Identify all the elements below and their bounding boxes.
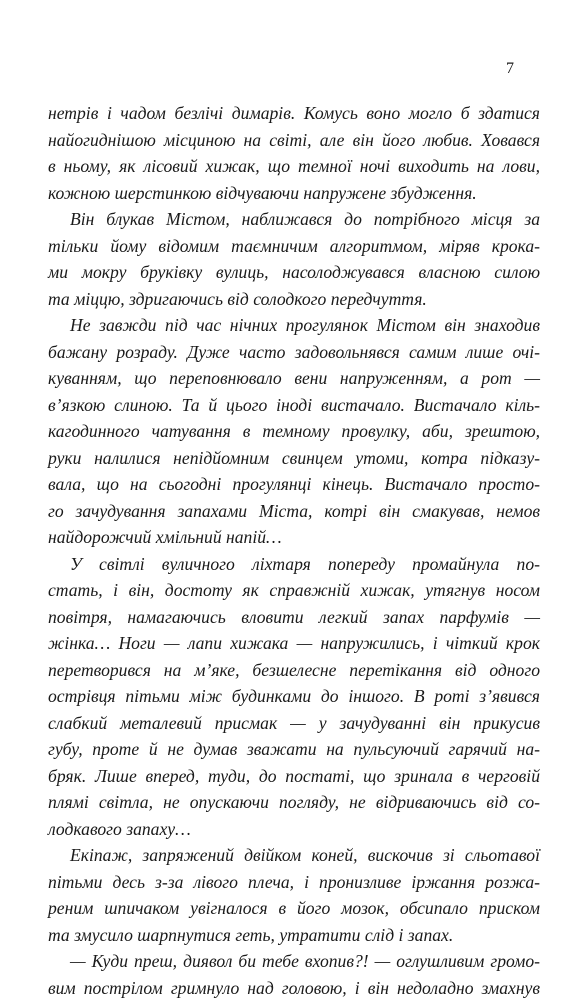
text-line: перетворився на м’яке, безшелесне перетікання від одного bbox=[48, 657, 540, 684]
text-line: вала, що на сьогодні прогулянці кінець. Вистачало просто- bbox=[48, 471, 540, 498]
text-line: вим пострілом гримнуло над головою, і він недоладно змахнув bbox=[48, 975, 540, 1001]
text-line: та змусило шарпнутися геть, утратити слід і запах. bbox=[48, 922, 540, 949]
page-number: 7 bbox=[506, 60, 514, 78]
text-line: пітьми десь з-за лівого плеча, і пронизливе іржання розжа- bbox=[48, 869, 540, 896]
text-line: стать, і він, достоту як справжній хижак, утягнув носом bbox=[48, 577, 540, 604]
paragraph bbox=[48, 948, 540, 1001]
text-line: слабкий металевий присмак — у зачудуванні він прикусив bbox=[48, 710, 540, 737]
text-line: повітря, намагаючись вловити легкий запах парфумів — bbox=[48, 604, 540, 631]
text-line: руки налилися непідйомним свинцем утоми, котра підказу- bbox=[48, 445, 540, 472]
text-line: го зачудування запахами Міста, котрі він смакував, немов bbox=[48, 498, 540, 525]
text-line: бажану розраду. Дуже часто задовольнявся самим лише очі- bbox=[48, 339, 540, 366]
text-line: бряк. Лише вперед, туди, до постаті, що зринала в черговій bbox=[48, 763, 540, 790]
paragraph bbox=[48, 206, 540, 312]
text-line: плямі світла, не опускаючи погляду, не відриваючись від со- bbox=[48, 789, 540, 816]
text-line: кагодинного чатування в темному провулку, аби, зрештою, bbox=[48, 418, 540, 445]
text-line: та міццю, здригаючись від солодкого передчуття. bbox=[48, 286, 540, 313]
text-line: тільки йому відомим таємничим алгоритмом, міряв крока- bbox=[48, 233, 540, 260]
text-line: Він блукав Містом, наближався до потрібного місця за bbox=[48, 206, 540, 233]
text-line: найогиднішою місциною на світі, але він його любив. Ховався bbox=[48, 127, 540, 154]
text-line: — Куди преш, диявол би тебе вхопив?! — оглушливим громо- bbox=[48, 948, 540, 975]
text-line: реним шпичаком увігналося в його мозок, обсипало приском bbox=[48, 895, 540, 922]
text-line: куванням, що переповнювало вени напруженням, а рот — bbox=[48, 365, 540, 392]
paragraph bbox=[48, 842, 540, 948]
text-line: жінка… Ноги — лапи хижака — напружились, і чіткий крок bbox=[48, 630, 540, 657]
text-line: нетрів і чадом безлічі димарів. Комусь воно могло б здатися bbox=[48, 100, 540, 127]
text-line: Екіпаж, запряжений двійком коней, вискочив зі сльотавої bbox=[48, 842, 540, 869]
paragraph bbox=[48, 312, 540, 551]
text-line: кожною шерстинкою відчуваючи напружене збудження. bbox=[48, 180, 540, 207]
text-line: лодкавого запаху… bbox=[48, 816, 540, 843]
text-line: найдорожчий хмільний напій… bbox=[48, 524, 540, 551]
text-line: острівця пітьми між будинками до іншого. В роті з’явився bbox=[48, 683, 540, 710]
text-line: в’язкою слиною. Та й цього іноді вистачало. Вистачало кіль- bbox=[48, 392, 540, 419]
body-text bbox=[48, 100, 540, 1001]
text-line: Не завжди під час нічних прогулянок Містом він знаходив bbox=[48, 312, 540, 339]
paragraph bbox=[48, 100, 540, 206]
text-line: ми мокру бруківку вулиць, насолоджувався власною силою bbox=[48, 259, 540, 286]
text-line: в ньому, як лісовий хижак, що темної ночі виходить на лови, bbox=[48, 153, 540, 180]
text-line: У світлі вуличного ліхтаря попереду промайнула по- bbox=[48, 551, 540, 578]
text-line: губу, проте й не думав зважати на пульсуючий гарячий на- bbox=[48, 736, 540, 763]
paragraph bbox=[48, 551, 540, 843]
